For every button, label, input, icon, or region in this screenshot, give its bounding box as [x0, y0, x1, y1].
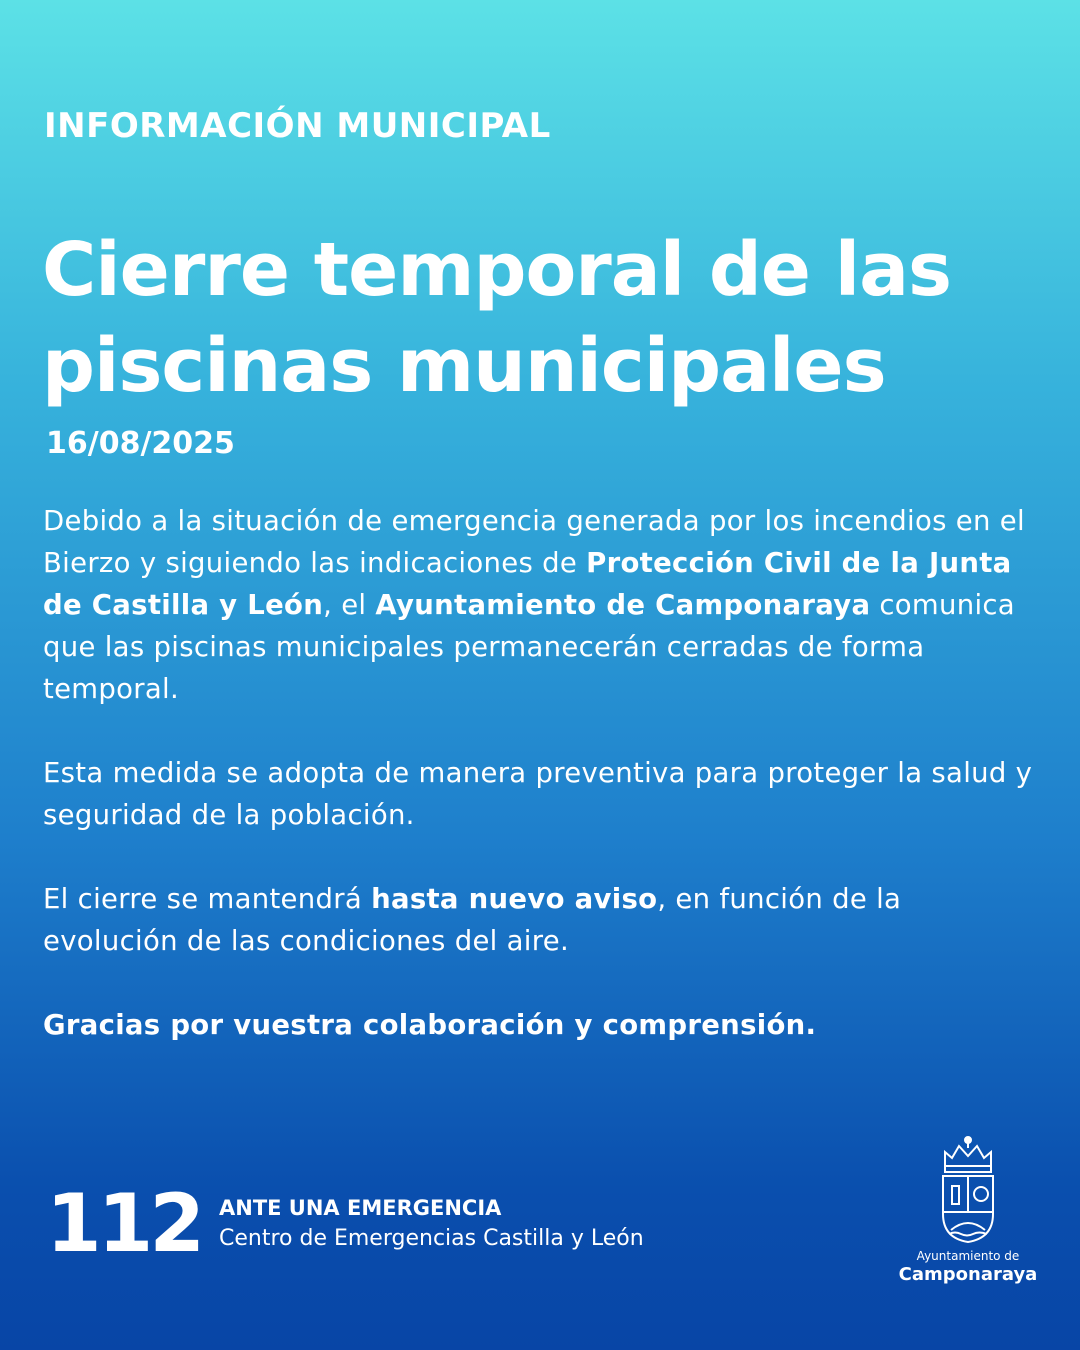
emergency-number: 112	[46, 1177, 201, 1270]
publish-date: 16/08/2025	[46, 426, 235, 461]
paragraph-3: El cierre se mantendrá hasta nuevo aviso, en función de la evolución de las condiciones del aire.	[43, 883, 902, 957]
announcement-body	[43, 500, 1043, 1088]
emergency-footer	[46, 1177, 644, 1270]
paragraph-1: Debido a la situación de emergencia generada por los incendios en el Bierzo y siguiendo las indicaciones de Protección Civil de la Junta de Castilla y León, el Ayuntamiento de Camponaraya comunica que las piscinas municipales permanecerán cerradas de forma temporal.	[43, 505, 1025, 705]
closing-thanks: Gracias por vuestra colaboración y comprensión.	[43, 1009, 817, 1041]
municipal-crest	[896, 1134, 1040, 1286]
page-title: Cierre temporal de las piscinas municipales	[42, 227, 952, 409]
paragraph-2: Esta medida se adopta de manera preventiva para proteger la salud y seguridad de la población.	[43, 757, 1033, 831]
section-kicker: INFORMACIÓN MUNICIPAL	[44, 106, 551, 146]
emergency-label: ANTE UNA EMERGENCIA	[219, 1196, 502, 1220]
emergency-center: Centro de Emergencias Castilla y León	[219, 1226, 644, 1251]
crest-label-line2: Camponaraya	[898, 1264, 1038, 1285]
crest-label-line1: Ayuntamiento de	[916, 1249, 1020, 1263]
crest-shield-icon	[937, 1134, 999, 1246]
